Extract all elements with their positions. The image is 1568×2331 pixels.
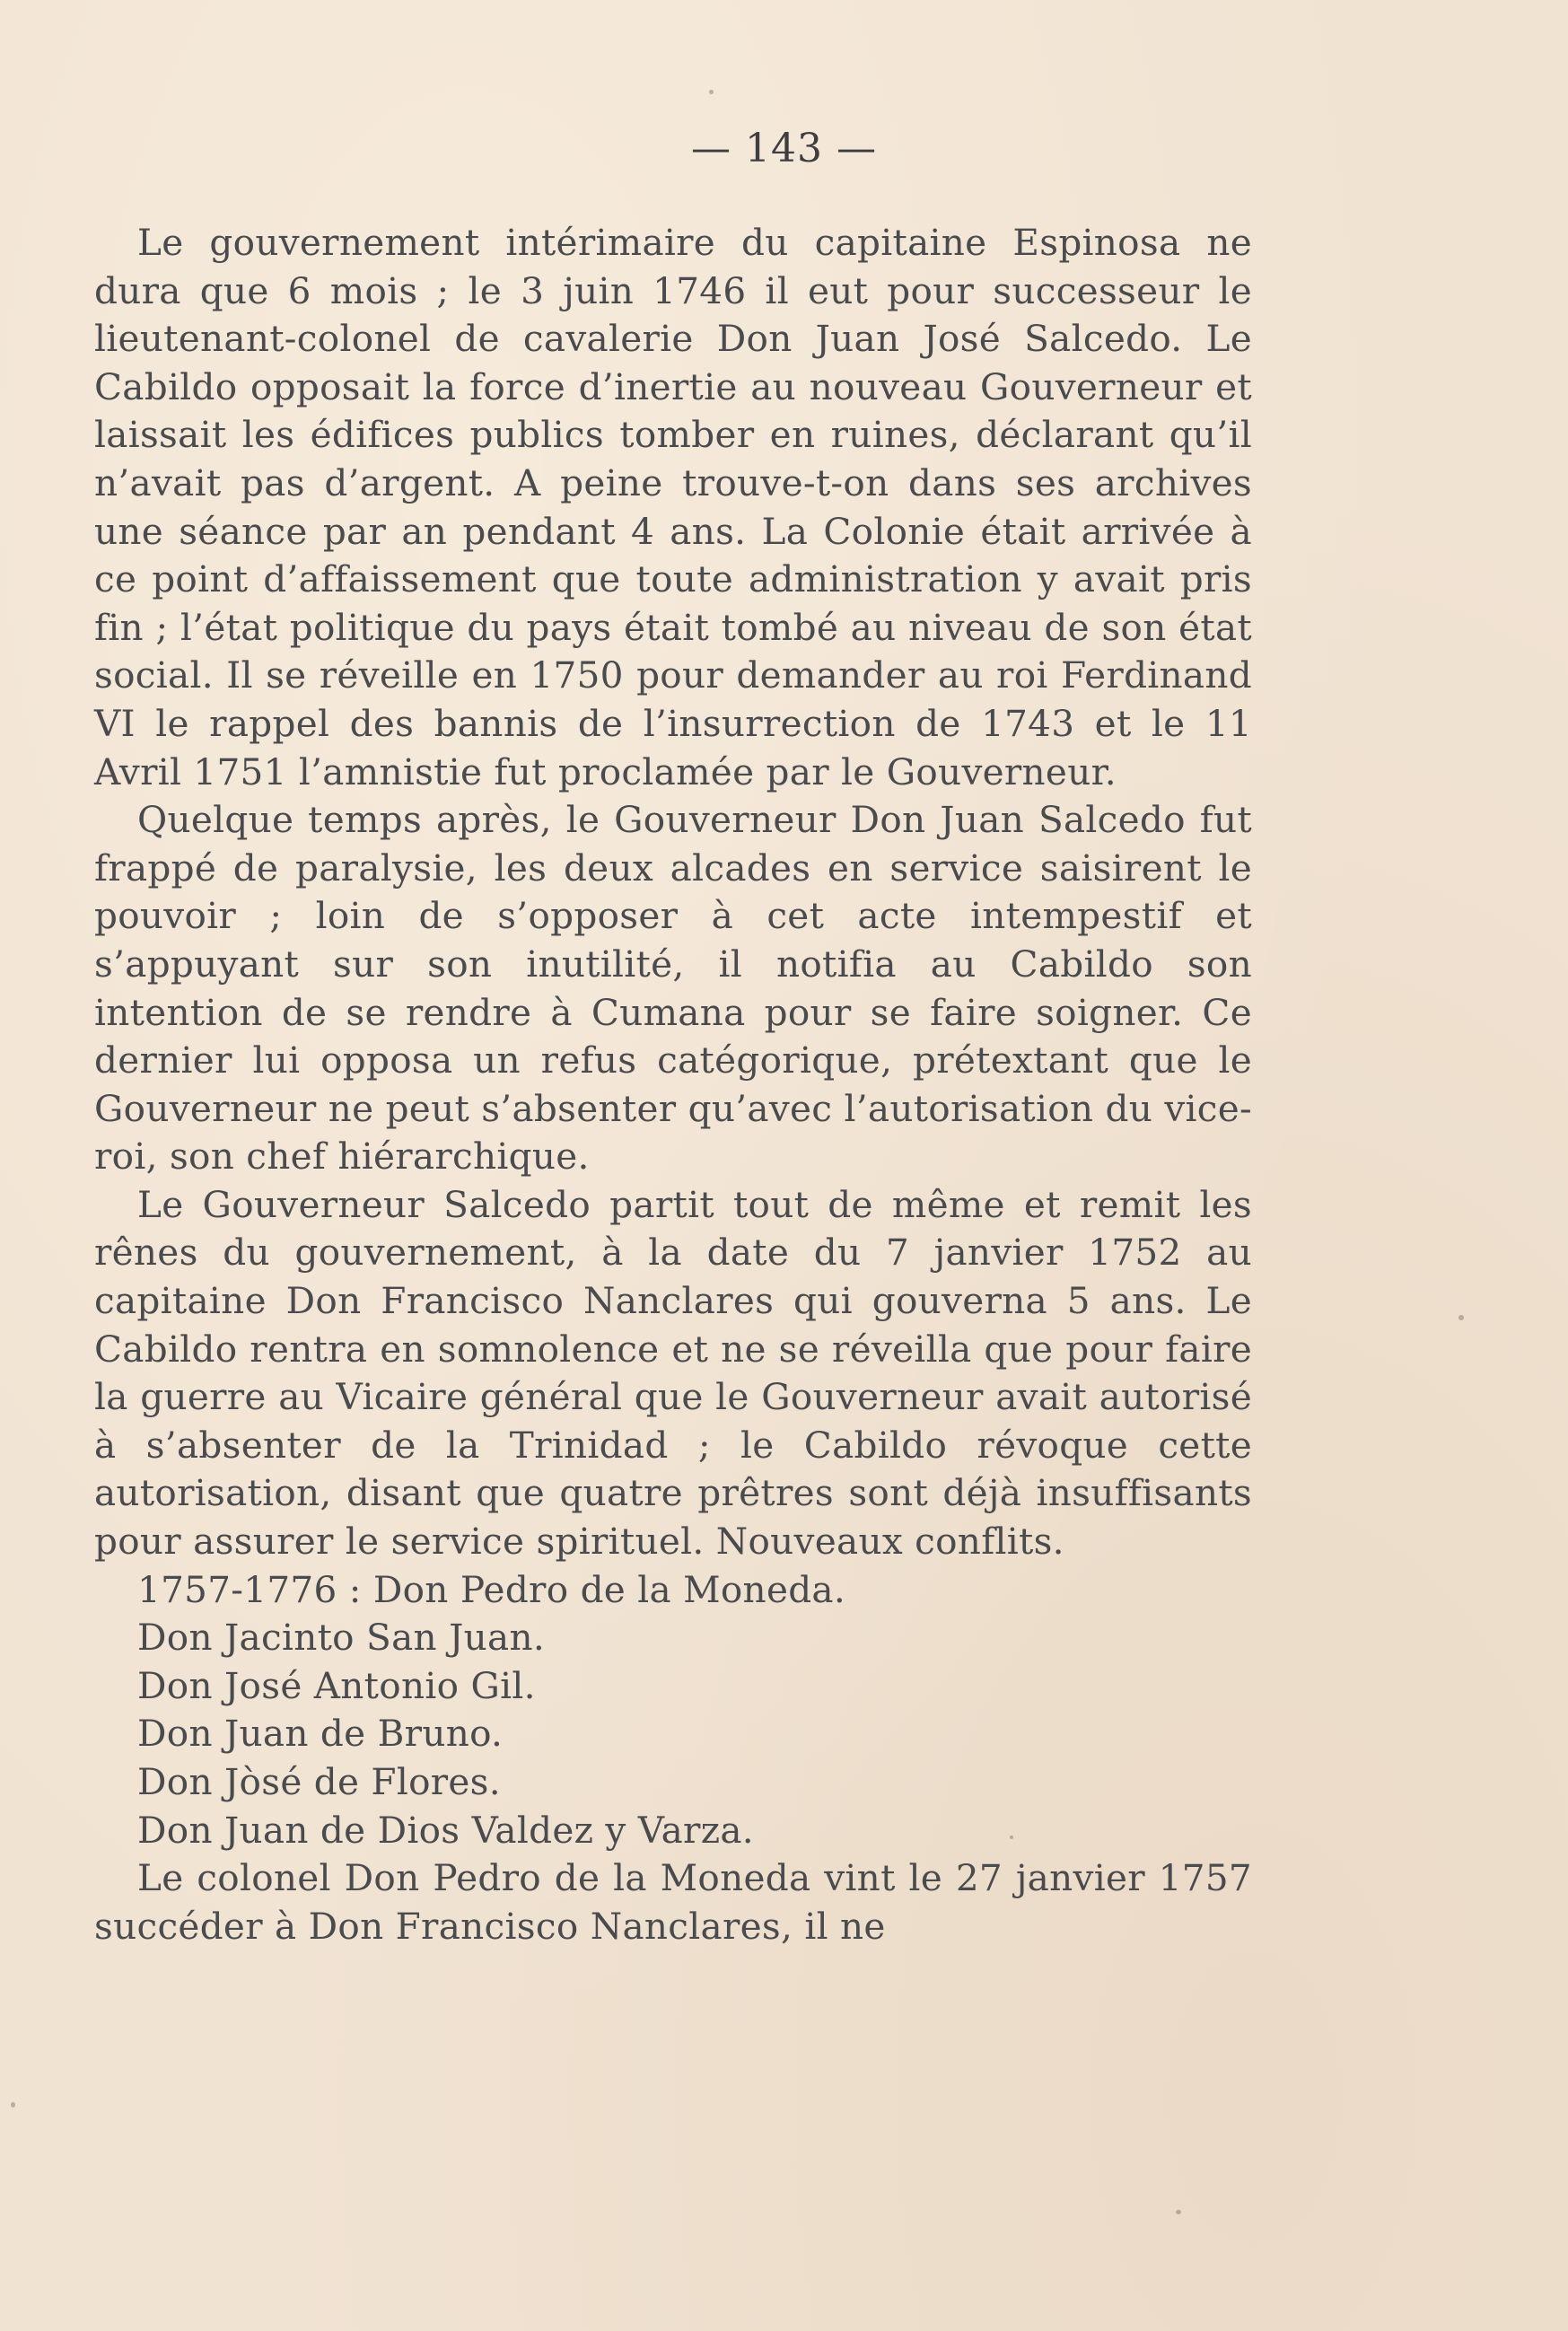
governor-list — [94, 1566, 1252, 1855]
paper-speck — [1459, 1315, 1464, 1320]
body-text — [94, 219, 1252, 1950]
list-item: 1757-1776 : Don Pedro de la Moneda. — [137, 1567, 846, 1611]
list-item: Don Jacinto San Juan. — [137, 1616, 546, 1660]
list-item: Don Juan de Bruno. — [137, 1712, 504, 1756]
paragraph-salcedo-paralysis: Quelque temps après, le Gouverneur Don Juan Salcedo fut frappé de paralysie, les deux alcades en service saisirent le pouvoir ; loin de s’opposer à cet acte intempestif et s’appuyant sur son inutilité, il notifia au Cabildo son intention de se rendre à Cumana pour se faire soigner. Ce dernier lui opposa un refus catégorique, prétextant que le Gouverneur ne peut s’absenter qu’avec l’autorisation du vice-roi, son chef hiérarchique. — [94, 798, 1252, 1179]
paragraph-espinosa-salcedo: Le gouvernement intérimaire du capitaine Espinosa ne dura que 6 mois ; le 3 juin 1746 il eut pour successeur le lieutenant-colonel de cavalerie Don Juan José Salcedo. Le Cabildo opposait la force d’inertie au nouveau Gouverneur et laissait les édifices publics tomber en ruines, déclarant qu’il n’avait pas d’argent. A peine trouve-t-on dans ses archives une séance par an pendant 4 ans. La Colonie était arrivée à ce point d’affaissement que toute administration y avait pris fin ; l’état politique du pays était tombé au niveau de son état social. Il se réveille en 1750 pour demander au roi Ferdinand VI le rappel des bannis de l’insurrection de 1743 et le 11 Avril 1751 l’amnistie fut proclamée par le Gouverneur. — [94, 221, 1252, 793]
paragraph-nanclares: Le Gouverneur Salcedo partit tout de même et remit les rênes du gouvernement, à la date du 7 janvier 1752 au capitaine Don Francisco Nanclares qui gouverna 5 ans. Le Cabildo rentra en somnolence et ne se réveilla que pour faire la guerre au Vicaire général que le Gouverneur avait autorisé à s’absenter de la Trinidad ; le Cabildo révoque cette autorisation, disant que quatre prêtres sont déjà insuffisants pour assurer le service spirituel. Nouveaux conflits. — [94, 1182, 1252, 1564]
list-item: Don Juan de Dios Valdez y Varza. — [137, 1808, 754, 1852]
paper-speck — [1010, 1836, 1013, 1839]
list-item: Don José Antonio Gil. — [137, 1663, 536, 1707]
page-number: — 143 — — [691, 126, 877, 171]
paper-speck — [11, 2102, 15, 2108]
list-item: Don Jòsé de Flores. — [137, 1760, 501, 1803]
paper-speck — [1176, 2210, 1181, 2214]
paper-speck — [709, 90, 714, 94]
paragraph-moneda: Le colonel Don Pedro de la Moneda vint le 27 janvier 1757 succéder à Don Francisco Nanclares, il ne — [94, 1856, 1252, 1948]
